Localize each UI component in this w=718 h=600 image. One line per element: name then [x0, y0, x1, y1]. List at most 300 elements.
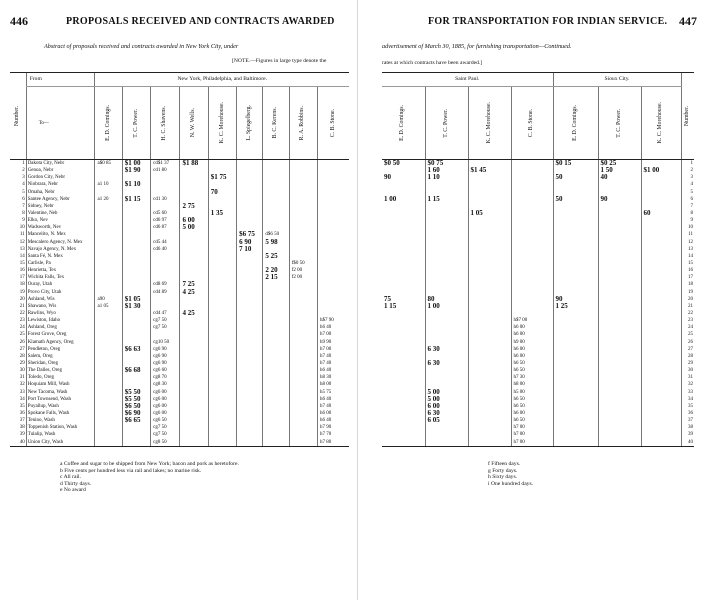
destination-cell: Hoquiam Mill, Wash	[26, 381, 95, 388]
rate-cell	[180, 374, 208, 381]
destination-cell: Salem, Oreg	[26, 353, 95, 360]
destination-cell: Sheridan, Oreg	[26, 360, 95, 367]
rate-cell: 90	[553, 296, 598, 303]
rate-cell	[468, 260, 511, 267]
rate-cell	[263, 353, 289, 360]
rate-cell: a$0 85	[95, 160, 122, 168]
rate-cell	[425, 181, 468, 188]
rate-cell	[95, 189, 122, 196]
right-footnotes	[488, 461, 533, 487]
rate-cell: cg7 50	[151, 424, 180, 431]
rate-cell: h6 00	[511, 331, 553, 338]
rate-cell: cd5 44	[151, 239, 180, 246]
rate-cell	[151, 189, 180, 196]
rate-cell	[289, 331, 317, 338]
rate-cell	[382, 274, 425, 281]
table-row	[382, 281, 694, 288]
right-running-head: FOR TRANSPORTATION FOR INDIAN SERVICE.	[428, 16, 668, 27]
rate-cell	[263, 438, 289, 446]
rate-cell: cd1 80	[151, 167, 180, 174]
row-number: 30	[19, 368, 25, 374]
rate-cell: $6 90	[122, 410, 150, 417]
row-number: 18	[681, 281, 694, 288]
rate-cell	[641, 360, 681, 367]
rate-cell: 1 00	[425, 303, 468, 310]
rate-cell: $1 00	[122, 160, 150, 168]
rate-cell	[180, 274, 208, 281]
rate-cell	[289, 353, 317, 360]
table-row	[382, 438, 694, 446]
rate-cell: cg8 50	[151, 438, 180, 446]
rate-cell	[641, 389, 681, 396]
rate-cell	[468, 396, 511, 403]
rate-cell	[208, 224, 236, 231]
rate-cell	[468, 296, 511, 303]
rate-cell	[151, 296, 180, 303]
rate-cell	[641, 438, 681, 446]
rate-cell	[598, 310, 641, 317]
bidder-header: L. Spiegelberg.	[237, 87, 263, 160]
rate-cell	[289, 203, 317, 210]
rate-cell	[151, 231, 180, 238]
table-row	[382, 331, 694, 338]
row-number: 7	[22, 203, 25, 209]
rate-cell	[180, 331, 208, 338]
rate-cell	[511, 196, 553, 203]
rate-cell	[468, 196, 511, 203]
rate-cell	[598, 367, 641, 374]
rate-cell	[237, 403, 263, 410]
bidder-header: R. A. Robbins.	[289, 87, 317, 160]
rate-cell	[237, 381, 263, 388]
bidder-header: E. D. Comings.	[95, 87, 122, 160]
table-row	[382, 239, 694, 246]
rate-cell	[95, 331, 122, 338]
rate-cell: 1 05	[468, 210, 511, 217]
rate-cell	[180, 353, 208, 360]
rate-cell	[122, 281, 150, 288]
rate-cell: cd8 69	[151, 281, 180, 288]
rate-cell: cg6 90	[151, 353, 180, 360]
rate-cell	[122, 289, 150, 296]
rate-cell	[382, 331, 425, 338]
rate-cell	[468, 331, 511, 338]
rate-cell	[553, 210, 598, 217]
rate-cell	[641, 160, 681, 168]
rate-cell	[468, 367, 511, 374]
table-row	[382, 231, 694, 238]
destination-cell: Santee Agency, Nebr	[26, 196, 95, 203]
rate-cell	[208, 417, 236, 424]
destination-cell: Tulalip, Wash	[26, 431, 95, 438]
rate-cell	[468, 224, 511, 231]
rate-cell	[641, 317, 681, 324]
row-number: 29	[681, 360, 694, 367]
row-number: 2	[22, 168, 25, 174]
rate-cell	[263, 410, 289, 417]
rate-cell	[95, 381, 122, 388]
rate-cell	[95, 167, 122, 174]
rate-cell	[318, 203, 349, 210]
rate-cell	[511, 267, 553, 274]
rate-cell: 5 00	[425, 389, 468, 396]
rate-cell	[318, 310, 349, 317]
rate-cell: $0 75	[425, 160, 468, 168]
rate-cell	[237, 289, 263, 296]
rate-cell	[237, 267, 263, 274]
rate-cell	[263, 224, 289, 231]
rate-cell	[122, 260, 150, 267]
rate-cell	[263, 374, 289, 381]
rate-cell	[263, 217, 289, 224]
rate-cell: h5 00	[511, 389, 553, 396]
table-row	[10, 367, 349, 374]
bidder-header: C. B. Stone.	[318, 87, 349, 160]
rate-cell: 5 25	[263, 253, 289, 260]
rate-cell: 2 75	[180, 203, 208, 210]
rate-cell	[289, 210, 317, 217]
table-row	[382, 431, 694, 438]
rate-cell	[598, 353, 641, 360]
row-number: 34	[19, 396, 25, 402]
rate-cell	[151, 181, 180, 188]
rate-cell	[180, 360, 208, 367]
rate-cell	[382, 289, 425, 296]
destination-cell: Toledo, Oreg	[26, 374, 95, 381]
rate-cell: cg6 50	[151, 417, 180, 424]
row-number: 39	[19, 432, 25, 438]
rate-cell	[468, 181, 511, 188]
rate-cell	[382, 353, 425, 360]
rate-cell	[208, 410, 236, 417]
rate-cell	[151, 274, 180, 281]
rate-cell	[553, 224, 598, 231]
row-number: 11	[19, 232, 25, 238]
rate-cell	[382, 189, 425, 196]
rate-cell	[641, 274, 681, 281]
rate-cell	[237, 324, 263, 331]
rate-cell	[237, 303, 263, 310]
rate-cell	[382, 260, 425, 267]
rate-cell	[237, 424, 263, 431]
rate-cell	[598, 346, 641, 353]
row-number: 24	[681, 324, 694, 331]
rate-cell	[237, 367, 263, 374]
destination-cell: Toppenish Station, Wash	[26, 424, 95, 431]
rate-cell: 6 00	[180, 217, 208, 224]
rate-cell	[289, 360, 317, 367]
rate-cell	[289, 167, 317, 174]
rate-cell	[553, 346, 598, 353]
rate-cell	[425, 310, 468, 317]
rate-cell: h7 00	[511, 438, 553, 446]
rate-cell	[208, 431, 236, 438]
rate-cell	[237, 210, 263, 217]
row-number: 18	[19, 282, 25, 288]
rate-cell	[382, 181, 425, 188]
rate-cell	[511, 231, 553, 238]
rate-cell	[122, 174, 150, 181]
rate-cell	[318, 274, 349, 281]
row-number: 21	[681, 303, 694, 310]
rate-cell	[598, 396, 641, 403]
destination-cell: Forest Grove, Oreg	[26, 331, 95, 338]
rate-cell	[95, 203, 122, 210]
rate-cell	[263, 389, 289, 396]
row-number: 20	[681, 296, 694, 303]
table-row	[10, 360, 349, 367]
rate-cell	[382, 403, 425, 410]
row-number: 31	[681, 374, 694, 381]
rate-cell	[553, 310, 598, 317]
rate-cell: 7 25	[180, 281, 208, 288]
rate-cell	[468, 417, 511, 424]
rate-cell	[382, 253, 425, 260]
row-number: 8	[22, 211, 25, 217]
rate-cell	[382, 381, 425, 388]
rate-cell	[425, 438, 468, 446]
rate-cell	[180, 253, 208, 260]
rate-cell: h6 50	[511, 403, 553, 410]
rate-cell: cg6 00	[151, 396, 180, 403]
rate-cell: h7 70	[318, 431, 349, 438]
rate-cell	[468, 317, 511, 324]
rate-cell: cd5 60	[151, 210, 180, 217]
rate-cell	[641, 431, 681, 438]
row-number: 4	[681, 181, 694, 188]
table-row	[10, 210, 349, 217]
rate-cell	[382, 210, 425, 217]
table-row	[382, 189, 694, 196]
rate-cell: h7 90	[318, 424, 349, 431]
rate-cell	[95, 239, 122, 246]
rate-cell	[382, 346, 425, 353]
rate-cell	[208, 274, 236, 281]
destination-cell: Henrietta, Tex	[26, 267, 95, 274]
rate-cell	[553, 253, 598, 260]
rate-cell	[553, 374, 598, 381]
table-row	[10, 346, 349, 353]
rate-cell	[598, 224, 641, 231]
rate-cell	[208, 260, 236, 267]
bidder-header: T. C. Power.	[122, 87, 150, 160]
table-row	[10, 303, 349, 310]
rate-cell	[122, 274, 150, 281]
rate-cell: cg6 00	[151, 410, 180, 417]
rate-cell: 50	[553, 174, 598, 181]
rate-cell	[553, 424, 598, 431]
rate-cell	[95, 431, 122, 438]
rate-cell	[289, 196, 317, 203]
rate-cell: 1 35	[208, 210, 236, 217]
destination-cell: Ouray, Utah	[26, 281, 95, 288]
rate-cell: h9 00	[511, 339, 553, 346]
rate-cell	[208, 310, 236, 317]
rate-cell	[641, 224, 681, 231]
table-row	[382, 253, 694, 260]
rate-cell: $1 45	[468, 167, 511, 174]
rate-cell	[553, 317, 598, 324]
table-row	[10, 246, 349, 253]
rate-cell	[598, 253, 641, 260]
rate-cell	[263, 317, 289, 324]
row-number: 12	[681, 239, 694, 246]
rate-cell	[598, 317, 641, 324]
rate-cell	[598, 424, 641, 431]
rate-cell: h5 75	[318, 389, 349, 396]
rate-cell	[180, 317, 208, 324]
rate-cell	[641, 260, 681, 267]
rate-cell	[641, 417, 681, 424]
rate-cell	[511, 210, 553, 217]
number-column-header: Number.	[10, 73, 26, 160]
rate-cell	[641, 253, 681, 260]
rate-cell: $1 15	[122, 196, 150, 203]
rate-cell	[641, 246, 681, 253]
table-row	[382, 339, 694, 346]
rate-cell	[511, 174, 553, 181]
table-row	[10, 431, 349, 438]
table-row	[382, 424, 694, 431]
table-row	[382, 267, 694, 274]
table-row	[382, 310, 694, 317]
rate-cell	[237, 217, 263, 224]
rate-cell: 1 10	[425, 174, 468, 181]
rate-cell	[289, 367, 317, 374]
rate-cell	[641, 403, 681, 410]
rate-cell	[468, 438, 511, 446]
row-number: 35	[19, 403, 25, 409]
rate-cell: $6 50	[122, 403, 150, 410]
rate-cell	[95, 267, 122, 274]
row-number: 29	[19, 361, 25, 366]
rate-cell	[289, 389, 317, 396]
rate-cell	[382, 231, 425, 238]
rate-cell	[641, 303, 681, 310]
rate-cell	[598, 274, 641, 281]
rate-cell	[263, 167, 289, 174]
rate-cell: cg6 90	[151, 346, 180, 353]
rate-cell	[318, 246, 349, 253]
destination-cell: Wichita Falls, Tex	[26, 274, 95, 281]
rate-cell	[641, 310, 681, 317]
rate-cell	[511, 274, 553, 281]
page-gutter	[357, 0, 358, 600]
rate-cell	[180, 189, 208, 196]
rate-cell: cg10 50	[151, 339, 180, 346]
rate-cell	[553, 324, 598, 331]
rate-cell	[122, 360, 150, 367]
rate-cell: $0 15	[553, 160, 598, 168]
rate-cell	[237, 274, 263, 281]
rate-cell	[382, 374, 425, 381]
rate-cell	[151, 174, 180, 181]
table-row	[10, 317, 349, 324]
rate-cell	[263, 339, 289, 346]
rate-cell	[318, 239, 349, 246]
row-number: 3	[681, 174, 694, 181]
rate-cell	[237, 389, 263, 396]
rate-cell	[318, 253, 349, 260]
rate-cell	[511, 217, 553, 224]
rate-cell: h6 00	[511, 346, 553, 353]
destination-cell: The Dalles, Oreg	[26, 367, 95, 374]
rate-cell	[511, 224, 553, 231]
rate-cell: 6 90	[237, 239, 263, 246]
table-row	[382, 274, 694, 281]
rate-cell	[641, 189, 681, 196]
row-number: 6	[681, 196, 694, 203]
rate-cell	[425, 289, 468, 296]
rate-cell	[382, 224, 425, 231]
footnote: b Five cents per hundred less via rail and lakes; no marine risk.	[60, 467, 202, 474]
rate-cell	[425, 189, 468, 196]
rate-cell	[598, 324, 641, 331]
rate-cell	[598, 417, 641, 424]
rate-cell	[180, 267, 208, 274]
table-row	[382, 381, 694, 388]
table-row	[382, 196, 694, 203]
rate-cell: $0 25	[598, 160, 641, 168]
destination-cell: Carlisle, Pa	[26, 260, 95, 267]
bidder-header: E. D. Comings.	[553, 87, 598, 160]
rate-cell	[425, 267, 468, 274]
rate-cell	[468, 353, 511, 360]
row-number: 10	[19, 225, 25, 231]
row-number: 19	[19, 289, 25, 295]
rate-cell	[263, 289, 289, 296]
rate-cell	[553, 381, 598, 388]
rate-cell	[382, 417, 425, 424]
rate-cell	[382, 410, 425, 417]
rate-cell	[122, 424, 150, 431]
rate-cell	[263, 303, 289, 310]
rate-cell: $6 75	[237, 231, 263, 238]
row-number: 15	[681, 260, 694, 267]
rate-cell	[289, 303, 317, 310]
rate-cell	[289, 181, 317, 188]
row-number: 22	[681, 310, 694, 317]
rate-cell: $1 88	[180, 160, 208, 168]
rate-cell	[122, 203, 150, 210]
rate-cell	[122, 353, 150, 360]
rate-cell	[598, 339, 641, 346]
rate-cell: h6 50	[511, 367, 553, 374]
rate-cell	[425, 239, 468, 246]
rate-cell: cg6 00	[151, 389, 180, 396]
rate-cell: cg7 50	[151, 324, 180, 331]
rate-cell	[180, 167, 208, 174]
bidder-header: B. C. Kerens.	[263, 87, 289, 160]
rate-cell	[237, 189, 263, 196]
row-number: 9	[681, 217, 694, 224]
rate-cell	[468, 281, 511, 288]
rate-cell: cd4 89	[151, 289, 180, 296]
rate-cell	[289, 281, 317, 288]
table-row	[10, 224, 349, 231]
left-abstract-table	[10, 72, 349, 447]
rate-cell	[425, 274, 468, 281]
rate-cell: $6 63	[122, 346, 150, 353]
rate-cell	[425, 217, 468, 224]
rate-cell	[263, 396, 289, 403]
rate-cell	[468, 374, 511, 381]
rate-cell	[468, 389, 511, 396]
table-row	[10, 296, 349, 303]
destination-cell: Shawano, Wis	[26, 303, 95, 310]
row-number: 36	[19, 410, 25, 416]
rate-cell	[598, 281, 641, 288]
